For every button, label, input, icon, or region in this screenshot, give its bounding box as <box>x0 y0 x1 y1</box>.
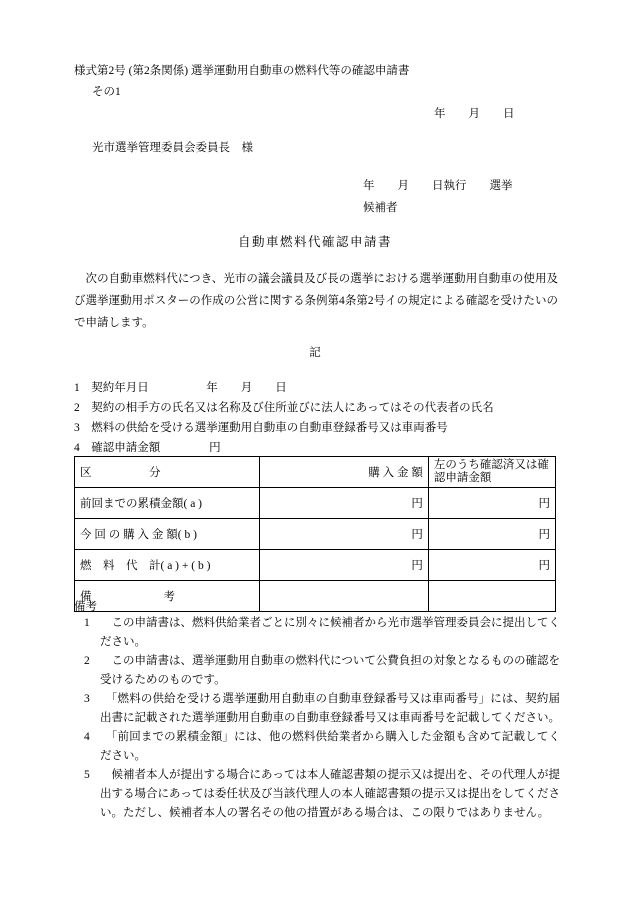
candidate-label: 候補者 <box>363 202 398 214</box>
row-purchase-amount[interactable]: 円 <box>259 519 428 550</box>
note-number: 2 <box>84 655 90 667</box>
row-confirmed-amount[interactable] <box>428 581 555 612</box>
note-number: 5 <box>84 769 90 781</box>
numbered-items <box>74 378 574 458</box>
list-item: 2 契約の相手方の氏名又は名称及び住所並びに法人にあってはその代表者の氏名 <box>74 402 494 414</box>
notes-label: 備考 <box>74 601 97 613</box>
table-row <box>75 519 556 550</box>
row-purchase-amount[interactable]: 円 <box>259 488 428 519</box>
note-number: 1 <box>84 617 90 629</box>
table-row <box>75 550 556 581</box>
list-item: 4 確認申請金額 円 <box>74 442 221 454</box>
body-paragraph: 次の自動車燃料代につき、光市の議会議員及び長の選挙における選挙運動用自動車の使用及び選挙運動用ポスターの作成の公営に関する条例第4条第2号イの規定による確認を受けたいので申請します。 <box>74 273 558 329</box>
addressee-line: 光市選挙管理委員会委員長 様 <box>92 142 253 154</box>
table-header-confirmed: 左のうち確認済又は確認申請金額 <box>428 457 555 488</box>
row-confirmed-amount[interactable]: 円 <box>428 519 555 550</box>
note-text: この申請書は、選挙運動用自動車の燃料代について公費負担の対象となるものの確認を受けるためのものです。 <box>100 655 560 686</box>
note-number: 3 <box>84 693 90 705</box>
note-number: 4 <box>84 731 90 743</box>
table-row <box>75 581 556 612</box>
row-purchase-amount[interactable] <box>259 581 428 612</box>
amount-table <box>74 456 556 612</box>
row-label: 前回までの累積金額( a ) <box>75 488 260 519</box>
note-text: 「燃料の供給を受ける選挙運動用自動車の自動車登録番号又は車両番号」には、契約届出書に記載された選挙運動用自動車の自動車登録番号又は車両番号を記載してください。 <box>100 693 560 724</box>
form-title: 様式第2号 (第2条関係) 選挙運動用自動車の燃料代等の確認申請書 <box>74 65 410 77</box>
list-item <box>74 728 560 766</box>
row-confirmed-amount[interactable]: 円 <box>428 550 555 581</box>
table-header-category: 区 分 <box>75 457 260 488</box>
table-header-row <box>75 457 556 488</box>
row-label: 燃 料 代 計( a ) + ( b ) <box>75 550 260 581</box>
note-text: この申請書は、燃料供給業者ごとに別々に候補者から光市選挙管理委員会に提出してください。 <box>100 617 560 648</box>
row-confirmed-amount[interactable]: 円 <box>428 488 555 519</box>
list-item: 3 燃料の供給を受ける選挙運動用自動車の自動車登録番号又は車両番号 <box>74 422 448 434</box>
note-text: 「前回までの累積金額」には、他の燃料供給業者から購入した金額も含めて記載してください。 <box>100 731 560 762</box>
list-item <box>74 690 560 728</box>
ki-mark: 記 <box>309 347 321 359</box>
submission-date-line: 年 月 日 <box>434 108 515 120</box>
election-date-line: 年 月 日執行 選挙 <box>363 180 513 192</box>
list-item <box>74 652 560 690</box>
form-sub-number: その1 <box>92 86 121 98</box>
notes-list <box>74 614 560 823</box>
table-header-purchase: 購 入 金 額 <box>259 457 428 488</box>
table-row <box>75 488 556 519</box>
list-item <box>74 766 560 823</box>
row-label: 備 考 <box>75 581 260 612</box>
row-label: 今 回 の 購 入 金 額( b ) <box>75 519 260 550</box>
page-title: 自動車燃料代確認申請書 <box>237 235 392 249</box>
list-item <box>74 614 560 652</box>
row-purchase-amount[interactable]: 円 <box>259 550 428 581</box>
note-text: 候補者本人が提出する場合にあっては本人確認書類の提示又は提出を、その代理人が提出する場合にあっては委任状及び当該代理人の本人確認書類の提示又は提出をしてください。ただし、候補者本人の署名その他の措置がある場合は、この限りではありません。 <box>100 769 560 819</box>
list-item: 1 契約年月日 年 月 日 <box>74 382 287 394</box>
